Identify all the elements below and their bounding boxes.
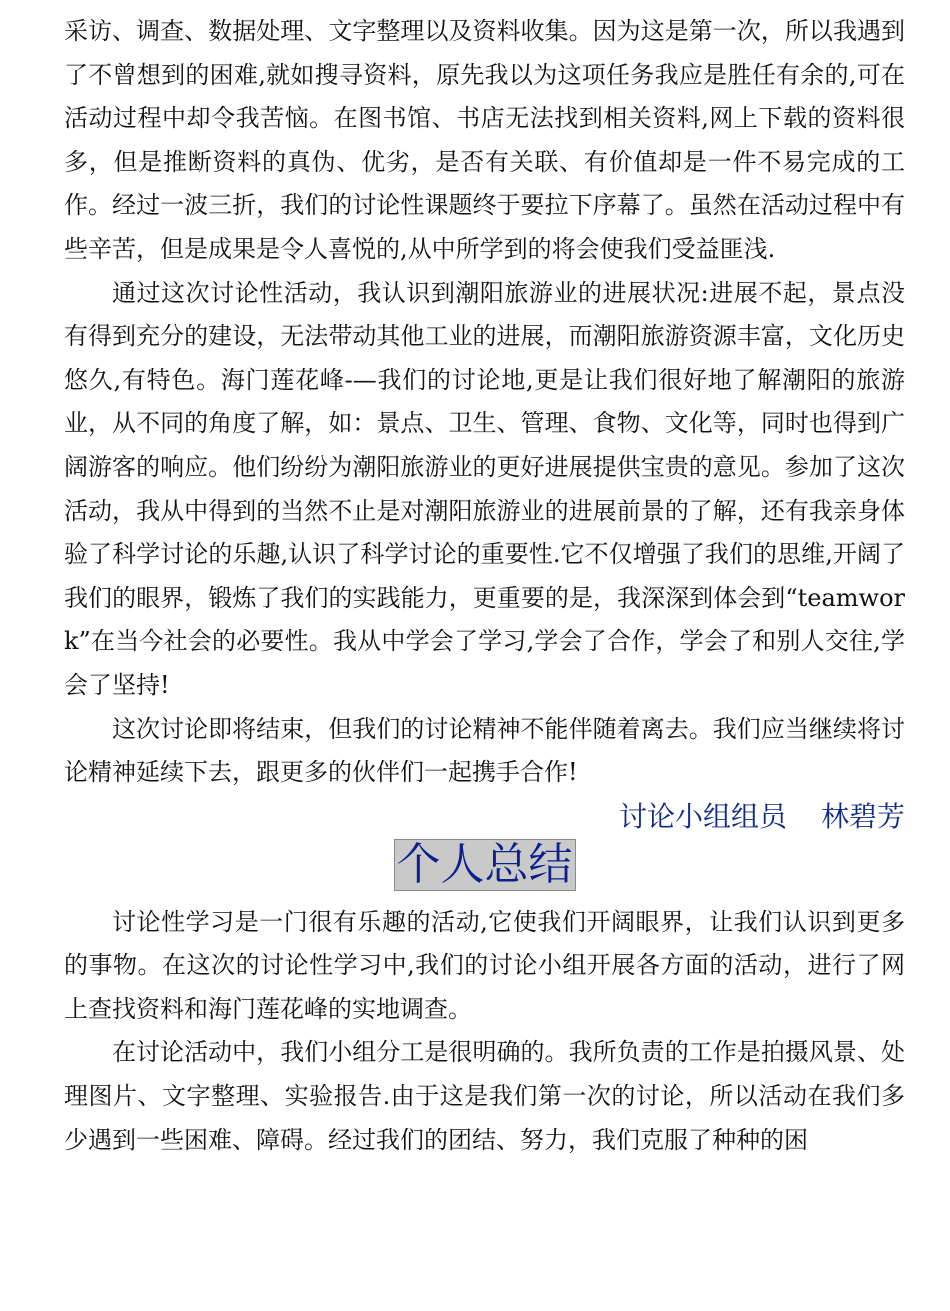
signature-line <box>64 797 905 837</box>
paragraph-summary-intro: 讨论性学习是一门很有乐趣的活动,它使我们开阔眼界，让我们认识到更多的事物。在这次的讨论性学习中,我们的讨论小组开展各方面的活动，进行了网上查找资料和海门莲花峰的实地调查。 <box>64 907 905 1023</box>
signature-name: 林碧芳 <box>820 799 905 833</box>
paragraph-research-difficulties: 采访、调查、数据处理、文字整理以及资料收集。因为这是第一次，所以我遇到了不曾想到的困难,就如搜寻资料，原先我以为这项任务我应是胜任有余的,可在活动过程中却令我苦恼。在图书馆、书店无法找到相关资料,网上下载的资料很多，但是推断资料的真伪、优劣，是否有关联、有价值却是一件不易完成的工作。经过一波三折，我们的讨论性课题终于要拉下序幕了。虽然在活动过程中有些辛苦，但是成果是令人喜悦的,从中所学到的将会使我们受益匪浅. <box>64 17 905 263</box>
paragraph-summary-work: 在讨论活动中，我们小组分工是很明确的。我所负责的工作是拍摄风景、处理图片、文字整理、实验报告.由于这是我们第一次的讨论，所以活动在我们多少遇到一些困难、障碍。经过我们的团结、努力，我们克服了种种的困 <box>64 1038 905 1154</box>
section-title: 个人总结 <box>394 839 576 891</box>
paragraph-closing: 这次讨论即将结束，但我们的讨论精神不能伴随着离去。我们应当继续将讨论精神延续下去，跟更多的伙伴们一起携手合作! <box>64 714 905 787</box>
paragraph-chaoyang-tourism: 通过这次讨论性活动，我认识到潮阳旅游业的进展状况:进展不起，景点没有得到充分的建设，无法带动其他工业的进展，而潮阳旅游资源丰富，文化历史悠久,有特色。海门莲花峰-—我们的讨论地,更是让我们很好地了解潮阳的旅游业，从不同的角度了解，如：景点、卫生、管理、食物、文化等，同时也得到广阔游客的响应。他们纷纷为潮阳旅游业的更好进展提供宝贵的意见。参加了这次活动，我从中得到的当然不止是对潮阳旅游业的进展前景的了解，还有我亲身体验了科学讨论的乐趣,认识了科学讨论的重要性.它不仅增强了我们的思维,开阔了我们的眼界，锻炼了我们的实践能力，更重要的是，我深深到体会到“teamwork”在当今社会的必要性。我从中学会了学习,学会了合作，学会了和别人交往,学会了坚持! <box>64 278 905 699</box>
signature-role: 讨论小组组员 <box>618 799 787 833</box>
section-heading-wrap <box>64 839 905 895</box>
